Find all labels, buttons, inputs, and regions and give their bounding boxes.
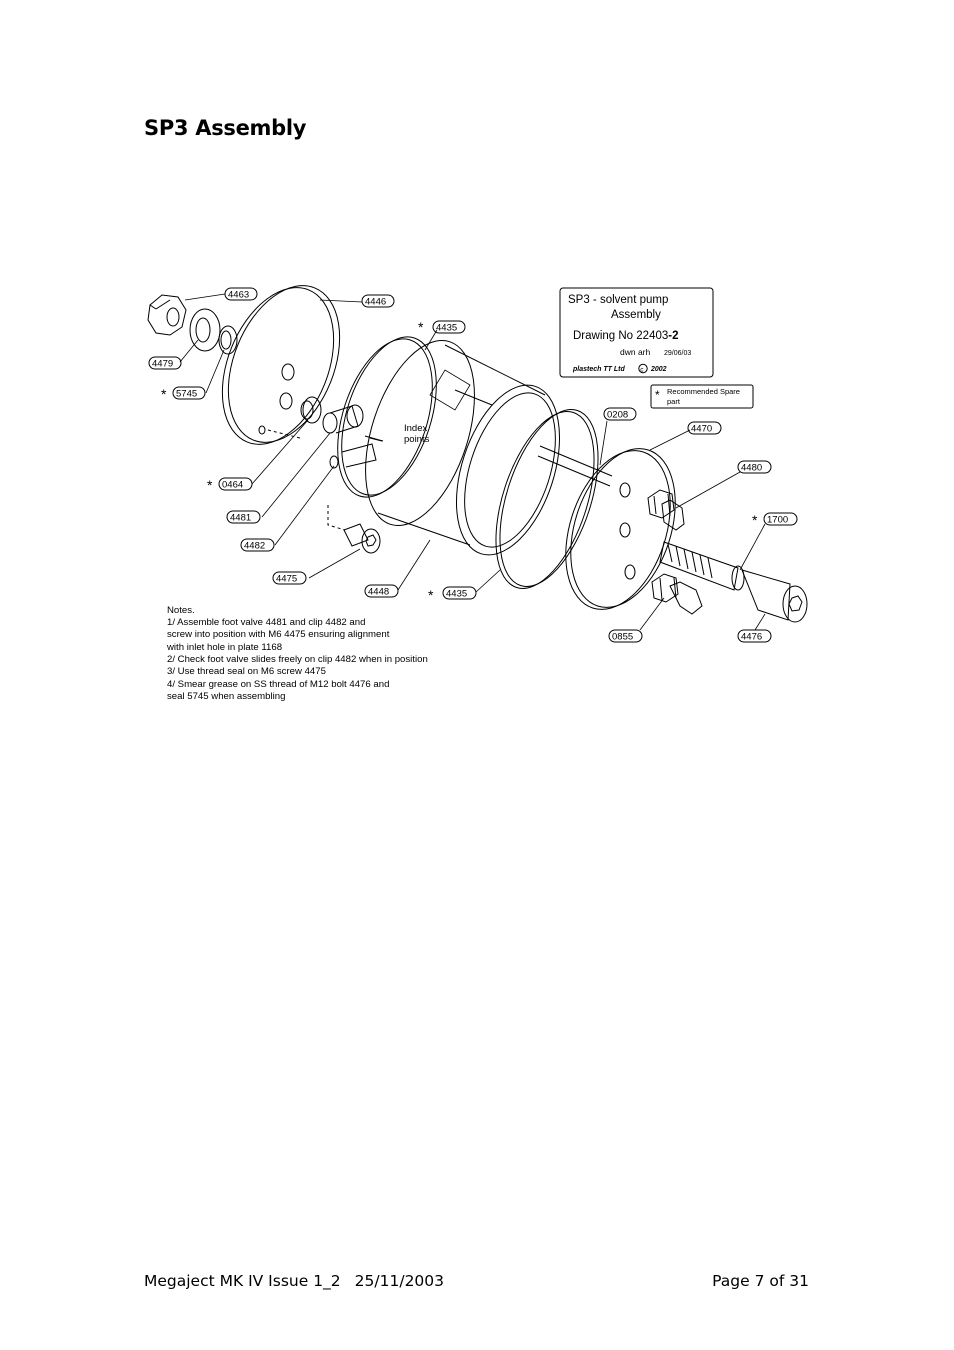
drawn-by: dwn arh xyxy=(620,347,651,357)
fitting-0855 xyxy=(652,574,702,614)
note-line: seal 5745 when assembling xyxy=(167,691,286,702)
copyright-symbol: c xyxy=(640,366,644,374)
label-0208: 0208 xyxy=(607,409,629,421)
part-labels xyxy=(149,288,797,643)
spare-part-legend xyxy=(651,385,753,408)
clip-4482 xyxy=(330,444,376,468)
end-plate-4446 xyxy=(201,280,361,461)
assembly-drawing xyxy=(140,280,820,710)
company-name: plastech TT Ltd xyxy=(573,366,625,373)
footer-page-number: Page 7 of 31 xyxy=(712,1272,809,1290)
footer-doc-title: Megaject MK IV Issue 1_2 xyxy=(144,1272,341,1290)
foot-valve-4481 xyxy=(323,405,383,441)
label-5745: 5745 xyxy=(176,388,198,400)
legend-line2: part xyxy=(667,397,680,406)
copyright-year: 2002 xyxy=(651,366,667,373)
title-line2: Assembly xyxy=(611,309,661,321)
label-4482: 4482 xyxy=(244,540,266,552)
o-ring-4435-top xyxy=(320,322,458,509)
note-heading: Notes. xyxy=(167,605,195,616)
page-title: SP3 Assembly xyxy=(144,116,307,140)
legend-star: * xyxy=(655,388,660,402)
note-line: 1/ Assemble foot valve 4481 and clip 4482 and xyxy=(167,617,366,628)
spare-star-4435-bottom: * xyxy=(428,587,434,603)
label-0464: 0464 xyxy=(222,479,244,491)
label-4475: 4475 xyxy=(276,573,298,585)
note-line: screw into position with M6 4475 ensuring alignment xyxy=(167,629,390,640)
label-4481: 4481 xyxy=(230,512,252,524)
assembly-notes xyxy=(166,605,428,702)
label-4470: 4470 xyxy=(691,423,713,435)
footer-document xyxy=(144,1272,444,1290)
label-4479: 4479 xyxy=(152,358,174,370)
label-4448: 4448 xyxy=(368,586,390,598)
note-line: 3/ Use thread seal on M6 screw 4475 xyxy=(167,666,326,677)
label-0855: 0855 xyxy=(612,631,634,643)
label-4463: 4463 xyxy=(228,289,250,301)
label-4446: 4446 xyxy=(365,296,387,308)
note-line: 4/ Smear grease on SS thread of M12 bolt 4476 and xyxy=(167,679,390,690)
index-label-line2: points xyxy=(404,434,430,445)
note-line: 2/ Check foot valve slides freely on clip 4482 when in position xyxy=(167,654,428,665)
note-line: with inlet hole in plate 1168 xyxy=(167,642,283,653)
title-line1: SP3 - solvent pump xyxy=(568,294,669,306)
label-4435-bottom: 4435 xyxy=(446,588,468,600)
label-4480: 4480 xyxy=(741,462,763,474)
label-1700: 1700 xyxy=(767,514,789,526)
label-4435-top: 4435 xyxy=(436,322,458,334)
leader-lines xyxy=(180,294,765,630)
label-4476: 4476 xyxy=(741,631,763,643)
spare-star-4435-top: * xyxy=(418,319,424,335)
legend-line1: Recommended Spare xyxy=(667,387,740,396)
o-ring-4435-bottom xyxy=(477,398,618,601)
title-block xyxy=(560,288,713,377)
bolt-4476 xyxy=(660,542,807,622)
screw-4475 xyxy=(328,505,380,553)
spare-star-5745: * xyxy=(161,386,167,402)
fitting-4480 xyxy=(648,490,684,530)
footer-date: 25/11/2003 xyxy=(354,1272,445,1290)
spare-star-1700: * xyxy=(752,512,758,528)
hex-nut-4463 xyxy=(148,295,186,335)
drawn-date: 29/06/03 xyxy=(664,350,692,357)
index-label-line1: Index xyxy=(404,423,428,434)
assembly-drawing-svg xyxy=(140,280,820,710)
drawing-number: Drawing No 22403-2 xyxy=(573,330,679,342)
spare-star-0464: * xyxy=(207,477,213,493)
end-plate-4470 xyxy=(547,435,694,623)
